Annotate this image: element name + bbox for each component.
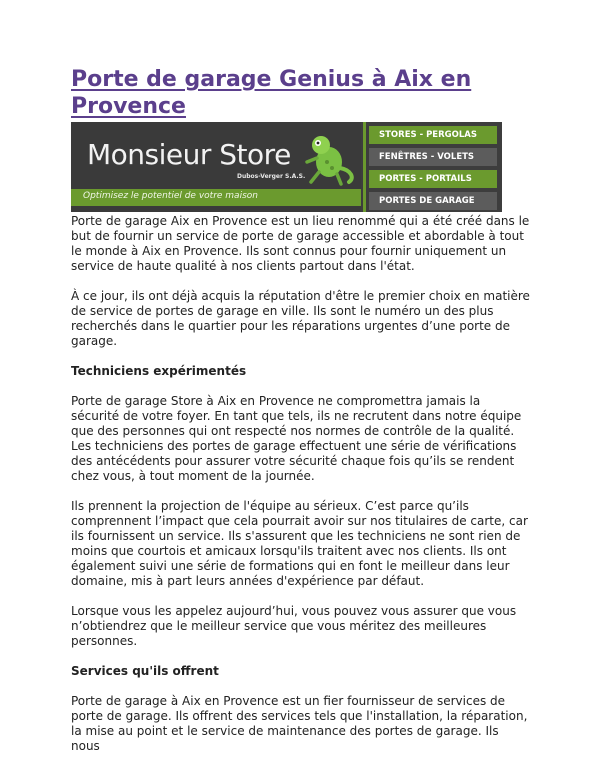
paragraph: Porte de garage Store à Aix en Provence ne compromettra jamais la sécurité de votre foyer. En tant que tels, ils ne recrutent dans notre équipe que des personnes qui ont respecté nos normes de contrôle de la qualité. Les techniciens des portes de garage effectuent une série de vérifications des antécédents pour assurer votre sécurité chaque fois qu’ils se rendent chez vous, à tout moment de la journée. (71, 394, 522, 483)
paragraph: Ils prennent la projection de l'équipe au sérieux. C’est parce qu’ils comprennent l’impact que cela pourrait avoir sur nos titulaires de carte, car ils fournissent un service. Ils s'assurent que les techniciens ne sont rien de moins que courtois et amicaux lorsqu'ils traitent avec nos clients. Ils ont également suivi une série de formations qui en font le meilleur dans leur domaine, mis à part leurs années d'expérience par défaut. (71, 499, 528, 588)
page-title[interactable]: Porte de garage Genius à Aix en Provence (71, 67, 472, 119)
banner-divider (363, 122, 366, 212)
gecko-mascot-icon (299, 132, 359, 186)
banner-image (71, 122, 502, 212)
article-body (71, 214, 531, 769)
slogan-bar (71, 189, 361, 206)
brand-name: Monsieur Store (87, 138, 291, 171)
banner-menu-item: STORES - PERGOLAS (369, 126, 497, 144)
banner-menu-item: FENÊTRES - VOLETS (369, 148, 497, 166)
section-heading: Techniciens expérimentés (71, 364, 247, 378)
section-heading: Services qu'ils offrent (71, 664, 219, 678)
slogan-text: Optimisez le potentiel de votre maison (83, 191, 258, 201)
paragraph: Porte de garage à Aix en Provence est un fier fournisseur de services de porte de garage. Ils offrent des services tels que l'installation, la réparation, la mise au point et le service de maintenance des portes de garage. Ils nous (71, 694, 528, 753)
banner-menu (369, 126, 497, 212)
paragraph: Porte de garage Aix en Provence est un lieu renommé qui a été créé dans le but de fournir un service de porte de garage accessible et abordable à tout le monde à Aix en Provence. Ils sont connus pour fournir uniquement un service de haute qualité à nos clients partout dans l'état. (71, 214, 530, 273)
banner-logo-area (71, 122, 361, 212)
banner-menu-item: PORTES - PORTAILS (369, 170, 497, 188)
paragraph: Lorsque vous les appelez aujourd’hui, vous pouvez vous assurer que vous n’obtiendrez que le meilleur service que vous méritez des meilleures personnes. (71, 604, 517, 648)
paragraph: À ce jour, ils ont déjà acquis la réputation d'être le premier choix en matière de service de portes de garage en ville. Ils sont le numéro un des plus recherchés dans le quartier pour les réparations urgentes d’une porte de garage. (71, 289, 530, 348)
banner-menu-item: PORTES DE GARAGE (369, 192, 497, 210)
brand-subtitle: Dubos-Verger S.A.S. (237, 173, 306, 180)
